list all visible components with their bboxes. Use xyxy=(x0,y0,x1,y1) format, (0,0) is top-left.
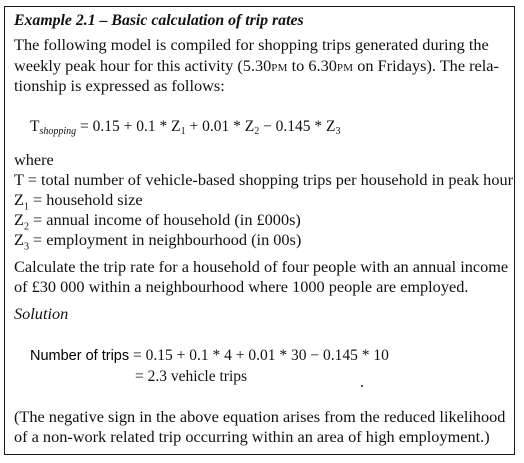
equation-rhs: = 0.15 + 0.1 * Z xyxy=(76,118,181,135)
definition-t-symbol: T xyxy=(14,170,24,189)
where-label: where xyxy=(14,150,54,169)
definition-z3-subscript: 3 xyxy=(23,241,29,253)
intro-line-2c: on Fridays). The rela- xyxy=(353,56,499,75)
definition-t xyxy=(14,170,513,190)
solution-calc: = 0.15 + 0.1 * 4 + 0.01 * 30 − 0.145 * 10 xyxy=(129,347,389,364)
example-title: Example 2.1 – Basic calculation of trip rates xyxy=(14,12,304,29)
question-line-1: Calculate the trip rate for a household of four people with an annual income xyxy=(14,257,509,276)
definition-z1-symbol: Z xyxy=(14,190,24,209)
solution-label: Solution xyxy=(14,304,69,323)
pm-label-1: PM xyxy=(271,62,288,74)
equation-sub-2: 2 xyxy=(254,126,260,137)
solution-result: = 2.3 vehicle trips xyxy=(135,368,248,385)
definition-z1-subscript: 1 xyxy=(23,201,29,213)
intro-line-1: The following model is compiled for shopping trips generated during the xyxy=(14,35,489,54)
definition-z2-symbol: Z xyxy=(14,210,24,229)
equation-sub-3: 3 xyxy=(335,126,341,137)
definition-z1-text: = household size xyxy=(28,190,143,209)
model-equation xyxy=(30,117,341,137)
definition-t-text: = total number of vehicle-based shopping trips per household in peak hour xyxy=(23,170,514,189)
equation-sub-1: 1 xyxy=(180,126,186,137)
equation-lhs-subscript: shopping xyxy=(39,126,77,137)
solution-equation xyxy=(30,346,389,366)
note-line-1: (The negative sign in the above equation arises from the reduced likelihood xyxy=(14,407,506,426)
question-line-2: of £30 000 within a neighbourhood where 1000 people are employed. xyxy=(14,277,469,296)
pm-label-2: PM xyxy=(336,62,354,74)
definition-z2-subscript: 2 xyxy=(23,221,29,233)
note-line-2: of a non-work related trip occurring within an area of high employment.) xyxy=(14,427,490,446)
equation-part-2: + 0.01 * Z xyxy=(185,118,255,135)
definition-z2-text: = annual income of household (in £000s) xyxy=(28,210,301,229)
solution-lhs-label: Number of trips xyxy=(30,348,130,364)
print-speck xyxy=(361,385,363,387)
definition-z3-symbol: Z xyxy=(14,230,24,249)
intro-line-3: tionship is expressed as follows: xyxy=(14,76,225,95)
definition-z3 xyxy=(14,230,301,257)
intro-line-2b: to 6.30 xyxy=(287,56,337,75)
equation-part-3: − 0.145 * Z xyxy=(259,118,336,135)
equation-lhs: T xyxy=(30,118,40,135)
intro-line-2 xyxy=(14,56,499,78)
definition-z3-text: = employment in neighbourhood (in 00s) xyxy=(28,230,302,249)
intro-line-2a: weekly peak hour for this activity (5.30 xyxy=(14,56,272,75)
